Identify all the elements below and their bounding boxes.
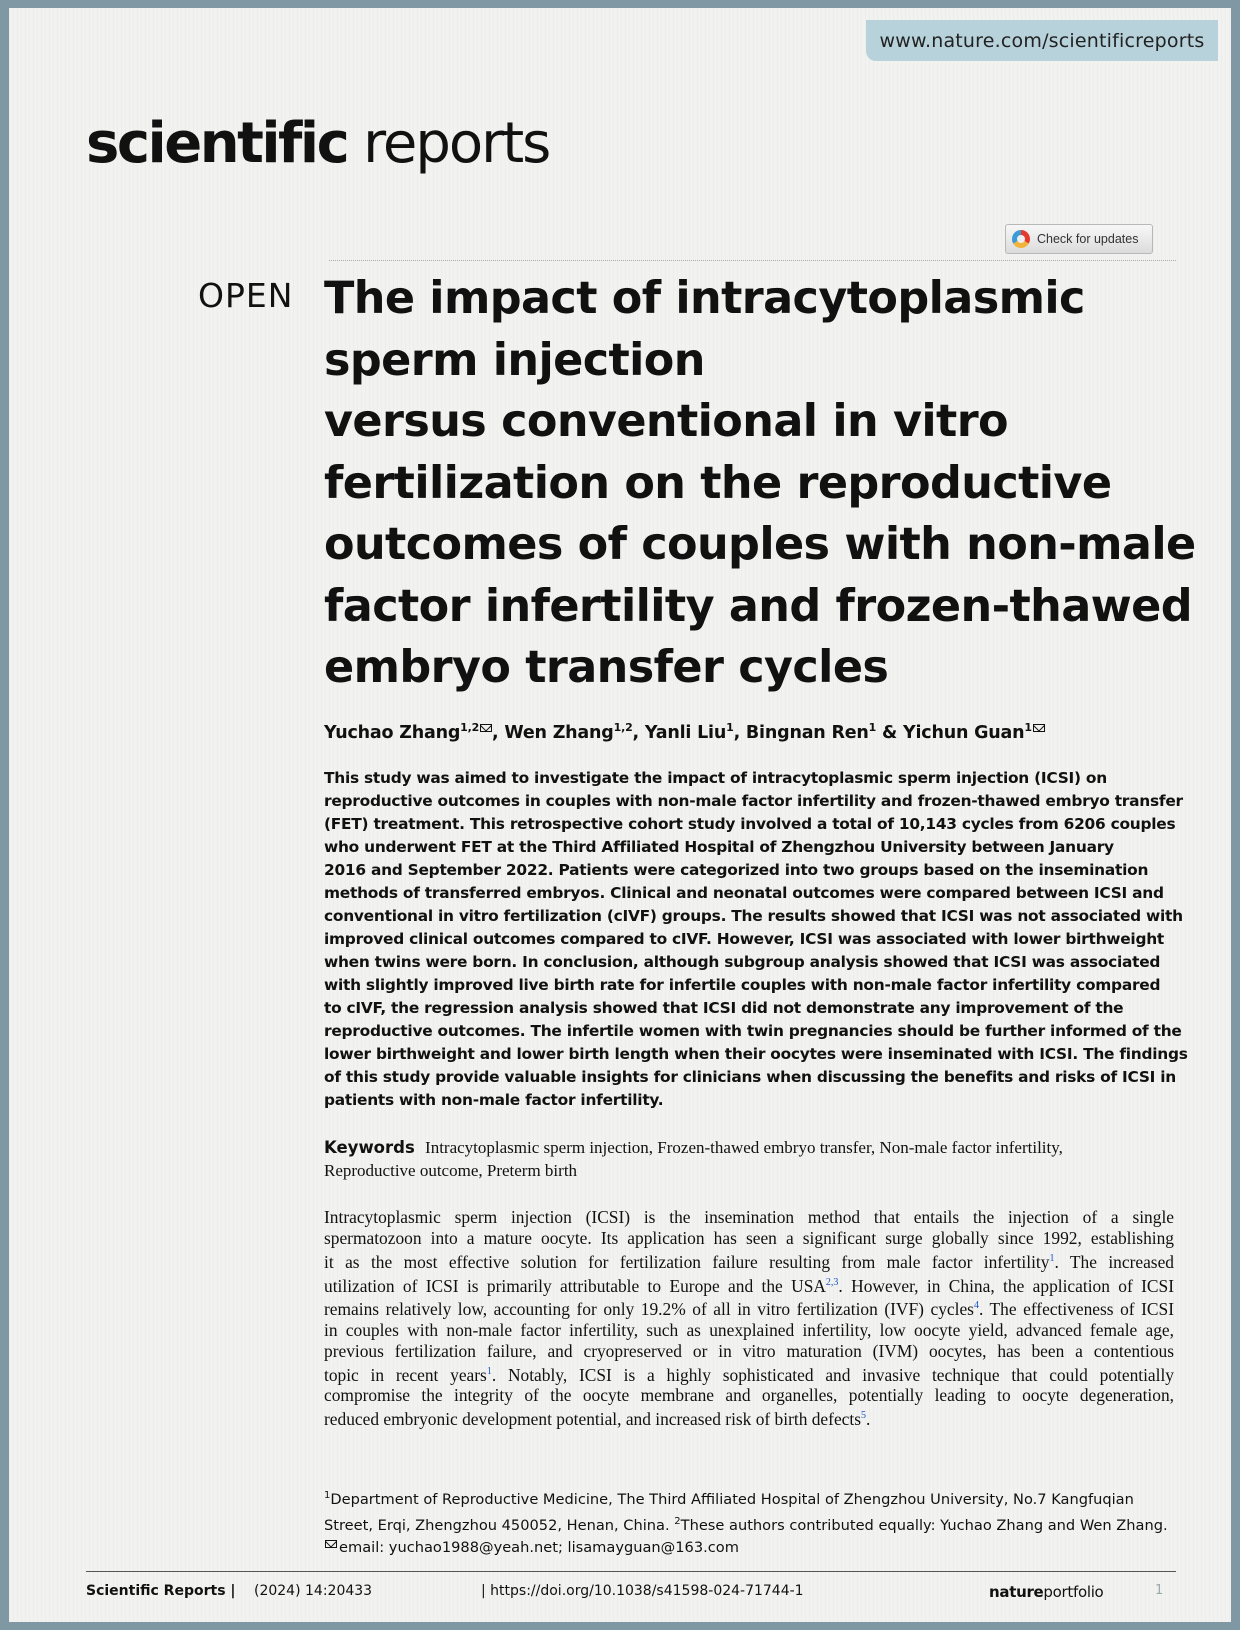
abstract-line: reproductive outcomes. The infertile women with twin pregnancies should be further informed of the xyxy=(324,1022,1182,1040)
mail-icon[interactable] xyxy=(1033,724,1045,732)
body-text: topic in recent years xyxy=(324,1364,487,1385)
open-access-label: OPEN xyxy=(198,276,294,315)
paper-page xyxy=(9,8,1231,1622)
author-list xyxy=(324,721,1045,743)
header-divider xyxy=(329,260,1176,261)
body-text: remains relatively low, accounting for only 19.2% of all in vitro fertilization (IVF) cycles xyxy=(324,1299,974,1320)
title-line: fertilization on the reproductive xyxy=(324,457,1112,509)
abstract-line: who underwent FET at the Third Affiliated Hospital of Zhengzhou University between January xyxy=(324,838,1114,856)
body-line xyxy=(324,1320,1174,1341)
journal-logo-bold: scientific xyxy=(86,111,348,176)
journal-url-tab[interactable] xyxy=(866,20,1218,61)
abstract-line: of this study provide valuable insights for clinicians when discussing the benefits and risks of ICSI in xyxy=(324,1068,1176,1086)
body-text: in couples with non-male factor infertility, such as unexplained infertility, low oocyte yield, advanced female age, xyxy=(324,1319,1174,1340)
mail-icon xyxy=(325,1540,337,1548)
abstract-line: with slightly improved live birth rate for infertile couples with non-male factor infertility compared xyxy=(324,976,1161,994)
body-line xyxy=(324,1385,1174,1406)
check-for-updates-button[interactable] xyxy=(1005,224,1153,254)
affiliation-text: Department of Reproductive Medicine, The Third Affiliated Hospital of Zhengzhou University, No.7 Kangfuqian xyxy=(330,1490,1134,1508)
body-text: it as the most effective solution for fertilization failure resulting from male factor infertility xyxy=(324,1251,1050,1272)
body-line xyxy=(324,1406,1174,1430)
body-text: . The increased xyxy=(1054,1251,1174,1272)
affiliation-notes xyxy=(324,1485,1184,1559)
affiliation-number: 2 xyxy=(674,1515,681,1527)
body-line xyxy=(324,1273,1174,1297)
abstract-line: conventional in vitro fertilization (cIVF) groups. The results showed that ICSI was not associated with xyxy=(324,907,1183,925)
author-name[interactable]: Yichun Guan xyxy=(903,722,1025,743)
title-line: The impact of intracytoplasmic xyxy=(324,273,1085,324)
abstract-line: 2016 and September 2022. Patients were categorized into two groups based on the insemination xyxy=(324,861,1149,879)
body-text: . However, in China, the application of ICSI xyxy=(838,1275,1174,1296)
body-text: reduced embryonic development potential, and increased risk of birth defects xyxy=(324,1409,861,1430)
body-line xyxy=(324,1207,1174,1228)
body-text: previous fertilization failure, and cryopreserved or in vitro maturation (IVM) oocytes, has been a contentious xyxy=(324,1340,1174,1361)
keywords xyxy=(324,1136,1184,1182)
footer-doi-link[interactable]: | https://doi.org/10.1038/s41598-024-71744-1 xyxy=(481,1583,804,1599)
page-number: 1 xyxy=(1155,1583,1164,1598)
body-text: Intracytoplasmic sperm injection (ICSI) is the insemination method that entails the injection of a single xyxy=(324,1207,1174,1227)
keywords-label: Keywords xyxy=(324,1138,415,1157)
crossmark-icon xyxy=(1012,230,1030,248)
body-text: spermatozoon into a mature oocyte. Its application has seen a significant surge globally since 1992, establishing xyxy=(324,1227,1174,1248)
abstract-line: methods of transferred embryos. Clinical and neonatal outcomes were compared between ICSI and xyxy=(324,884,1164,902)
citation-link[interactable]: 1 xyxy=(486,1365,492,1377)
abstract-line: reproductive outcomes in couples with non-male factor infertility and frozen-thawed embryo transfer xyxy=(324,792,1183,810)
abstract-line: when twins were born. In conclusion, although subgroup analysis showed that ICSI was associated xyxy=(324,953,1161,971)
mail-icon[interactable] xyxy=(480,724,492,732)
author-name[interactable]: Yuchao Zhang xyxy=(324,722,461,743)
body-text: . The effectiveness of ICSI xyxy=(978,1299,1174,1320)
keywords-text: Intracytoplasmic sperm injection, Frozen-thawed embryo transfer, Non-male factor infertility, xyxy=(425,1138,1063,1157)
author-affiliation: 1 xyxy=(726,721,734,734)
footer-divider xyxy=(86,1571,1176,1572)
footer-journal: Scientific Reports | xyxy=(86,1583,236,1599)
title-line: outcomes of couples with non-male xyxy=(324,519,1196,570)
body-line xyxy=(324,1228,1174,1249)
author-name[interactable]: Wen Zhang xyxy=(504,722,614,743)
abstract-line: This study was aimed to investigate the impact of intracytoplasmic sperm injection (ICSI) on xyxy=(324,769,1107,787)
abstract-line: to cIVF, the regression analysis showed that ICSI did not demonstrate any improvement of the xyxy=(324,999,1124,1017)
body-line xyxy=(324,1362,1174,1386)
check-for-updates-label: Check for updates xyxy=(1037,232,1139,246)
citation-link[interactable]: 1 xyxy=(1049,1252,1055,1264)
author-separator: & xyxy=(876,722,903,743)
journal-logo-regular: reports xyxy=(363,111,550,176)
abstract-line: patients with non-male factor infertility. xyxy=(324,1091,664,1109)
title-line: embryo transfer cycles xyxy=(324,642,889,693)
title-line: versus conventional in vitro xyxy=(324,396,1009,447)
abstract xyxy=(324,767,1188,1112)
journal-url[interactable]: www.nature.com/scientificreports xyxy=(879,29,1205,52)
body-text: compromise the integrity of the oocyte membrane and organelles, potentially leading to oocyte degeneration, xyxy=(324,1385,1174,1406)
footer-volume: (2024) 14:20433 xyxy=(254,1583,373,1599)
body-text: . xyxy=(865,1409,871,1430)
citation-link[interactable]: 4 xyxy=(973,1300,979,1312)
brand-bold: nature xyxy=(989,1583,1044,1601)
abstract-line: (FET) treatment. This retrospective cohort study involved a total of 10,143 cycles from 6206 couples xyxy=(324,815,1176,833)
author-affiliation: 1,2 xyxy=(460,721,480,734)
author-separator: , xyxy=(492,722,505,743)
abstract-line: improved clinical outcomes compared to cIVF. However, ICSI was associated with lower birthweight xyxy=(324,930,1165,948)
title-line: sperm injection xyxy=(324,334,705,386)
author-affiliation: 1 xyxy=(1024,721,1032,734)
title-line: factor infertility and frozen-thawed xyxy=(324,580,1192,632)
author-name[interactable]: Bingnan Ren xyxy=(745,722,869,743)
equal-contribution-note: These authors contributed equally: Yuchao Zhang and Wen Zhang. xyxy=(680,1516,1168,1534)
keywords-text: Reproductive outcome, Preterm birth xyxy=(324,1161,578,1180)
correspondence-email[interactable]: email: yuchao1988@yeah.net; lisamayguan@163.com xyxy=(339,1538,739,1556)
abstract-line: lower birthweight and lower birth length when their oocytes were inseminated with ICSI. The findings xyxy=(324,1045,1188,1063)
body-line xyxy=(324,1249,1174,1273)
body-text: utilization of ICSI is primarily attributable to Europe and the USA xyxy=(324,1275,826,1296)
body-text: . Notably, ICSI is a highly sophisticated and invasive technique that could potentially xyxy=(491,1364,1175,1385)
author-affiliation: 1 xyxy=(868,721,877,734)
author-separator: , xyxy=(733,722,746,743)
introduction-paragraph xyxy=(324,1207,1174,1430)
body-line xyxy=(324,1296,1174,1320)
affiliation-text: Street, Erqi, Zhengzhou 450052, Henan, China. xyxy=(324,1516,675,1534)
affiliation-number: 1 xyxy=(324,1490,331,1501)
citation-link[interactable]: 5 xyxy=(860,1410,866,1422)
citation-link[interactable]: 2,3 xyxy=(825,1276,839,1288)
author-separator: , xyxy=(632,722,645,743)
body-line xyxy=(324,1341,1174,1362)
author-affiliation: 1,2 xyxy=(613,721,633,734)
journal-logo xyxy=(86,111,549,177)
brand-regular: portfolio xyxy=(1043,1583,1104,1601)
nature-portfolio-logo xyxy=(989,1583,1103,1601)
article-title xyxy=(324,268,1196,699)
author-name[interactable]: Yanli Liu xyxy=(644,722,727,743)
